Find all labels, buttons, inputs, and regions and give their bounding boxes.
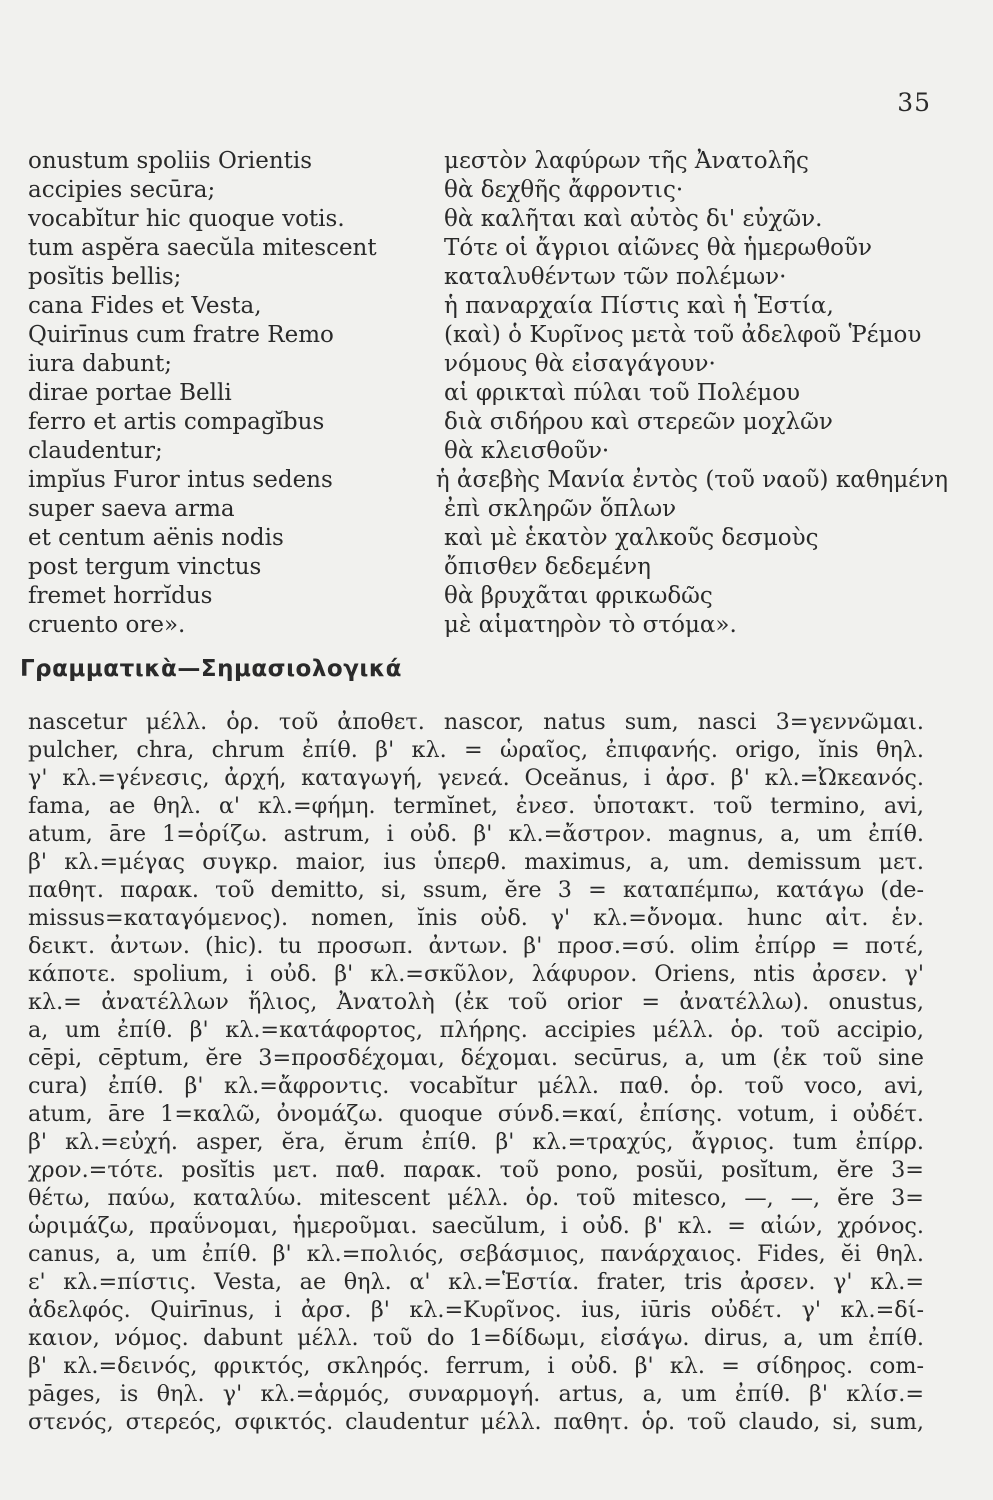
notes-line: canus, a, um ἐπίθ. β' κλ.=πολιός, σεβάσμιος, πανάρχαιος. Fides, ĕi θηλ. xyxy=(28,1241,924,1267)
greek-translation: (καὶ) ὁ Κυρῖνος μετὰ τοῦ ἀδελφοῦ Ῥέμου xyxy=(444,321,922,348)
greek-translation: καὶ μὲ ἑκατὸν χαλκοῦς δεσμοὺς xyxy=(444,524,819,551)
greek-translation: ἐπὶ σκληρῶν ὅπλων xyxy=(444,495,677,522)
notes-line: β' κλ.=μέγας συγκρ. maior, ius ὑπερθ. maximus, a, um. demissum μετ. xyxy=(28,849,924,875)
latin-verse: posĭtis bellis; xyxy=(28,263,182,290)
notes-line: χρον.=τότε. posĭtis μετ. παθ. παρακ. τοῦ pono, posŭi, posĭtum, ĕre 3= xyxy=(28,1157,924,1183)
notes-line: ὡριμάζω, πραΰνομαι, ἡμεροῦμαι. saecŭlum, i οὐδ. β' κλ. = αἰών, χρόνος. xyxy=(28,1213,924,1239)
latin-verse: fremet horrĭdus xyxy=(28,582,213,609)
verse-line xyxy=(28,436,948,465)
verse-line xyxy=(28,465,948,494)
notes-line: pulcher, chra, chrum ἐπίθ. β' κλ. = ὡραῖος, ἐπιφανής. origo, ĭnis θηλ. xyxy=(28,737,924,763)
grammar-notes xyxy=(28,708,924,1436)
latin-verse: claudentur; xyxy=(28,437,163,464)
verse-line xyxy=(28,175,948,204)
notes-line: γ' κλ.=γένεσις, ἀρχή, καταγωγή, γενεά. Oceănus, i ἀρσ. β' κλ.=Ὠκεανός. xyxy=(28,765,924,791)
verse-line xyxy=(28,233,948,262)
latin-verse: tum aspĕra saecŭla mitescent xyxy=(28,234,377,261)
notes-line: κλ.= ἀνατέλλων ἥλιος, Ἀνατολὴ (ἐκ τοῦ orior = ἀνατέλλω). onustus, xyxy=(28,989,924,1015)
greek-translation: μὲ αἱματηρὸν τὸ στόμα». xyxy=(444,611,737,638)
verse-line xyxy=(28,262,948,291)
latin-verse: impĭus Furor intus sedens xyxy=(28,466,333,493)
notes-line: στενός, στερεός, σφικτός. claudentur μέλλ. παθητ. ὁρ. τοῦ claudo, si, sum, xyxy=(28,1409,924,1435)
notes-line: cura) ἐπίθ. β' κλ.=ἄφροντις. vocabĭtur μέλλ. παθ. ὁρ. τοῦ voco, avi, xyxy=(28,1073,924,1099)
verse-line xyxy=(28,378,948,407)
latin-verse: Quirīnus cum fratre Remo xyxy=(28,321,334,348)
latin-verse: iura dabunt; xyxy=(28,350,172,377)
notes-line: fama, ae θηλ. α' κλ.=φήμη. termĭnet, ἐνεσ. ὑποτακτ. τοῦ termino, avi, xyxy=(28,793,924,819)
verse-line xyxy=(28,204,948,233)
latin-verse: dirae portae Belli xyxy=(28,379,232,406)
verse-line xyxy=(28,610,948,639)
verse-line xyxy=(28,523,948,552)
greek-translation: ἡ ἀσεβὴς Μανία ἐντὸς (τοῦ ναοῦ) καθημένη xyxy=(435,466,948,493)
latin-verse: onustum spoliis Orientis xyxy=(28,147,313,174)
verse-line xyxy=(28,349,948,378)
notes-line: a, um ἐπίθ. β' κλ.=κατάφορτος, πλήρης. accipies μέλλ. ὁρ. τοῦ accipio, xyxy=(28,1017,924,1043)
greek-translation: θὰ κλεισθοῦν· xyxy=(444,437,610,464)
greek-translation: διὰ σιδήρου καὶ στερεῶν μοχλῶν xyxy=(444,408,833,435)
notes-line: cēpi, cēptum, ĕre 3=προσδέχομαι, δέχομαι. secūrus, a, um (ἐκ τοῦ sine xyxy=(28,1045,924,1071)
verse-line xyxy=(28,291,948,320)
parallel-verse-translation xyxy=(28,146,948,639)
notes-line: κάποτε. spolium, i οὐδ. β' κλ.=σκῦλον, λάφυρον. Oriens, ntis ἀρσεν. γ' xyxy=(28,961,924,987)
greek-translation: θὰ βρυχᾶται φρικωδῶς xyxy=(444,582,713,609)
greek-translation: μεστὸν λαφύρων τῆς Ἀνατολῆς xyxy=(444,147,809,174)
section-heading: Γραμματικὰ—Σημασιολογικά xyxy=(20,656,402,682)
latin-verse: cana Fides et Vesta, xyxy=(28,292,262,319)
notes-line: ε' κλ.=πίστις. Vesta, ae θηλ. α' κλ.=Ἑστία. frater, tris ἀρσεν. γ' κλ.= xyxy=(28,1269,924,1295)
notes-line: atum, āre 1=καλῶ, ὀνομάζω. quoque σύνδ.=καί, ἐπίσης. votum, i οὐδέτ. xyxy=(28,1101,924,1127)
notes-line: missus=καταγόμενος). nomen, ĭnis οὐδ. γ' κλ.=ὄνομα. hunc αἰτ. ἑν. xyxy=(28,905,924,931)
page-number: 35 xyxy=(897,88,931,117)
latin-verse: cruento ore». xyxy=(28,611,186,638)
greek-translation: νόμους θὰ εἰσαγάγουν· xyxy=(444,350,716,377)
latin-verse: post tergum vinctus xyxy=(28,553,262,580)
notes-line: nascetur μέλλ. ὁρ. τοῦ ἀποθετ. nascor, natus sum, nasci 3=γεννῶμαι. xyxy=(28,709,924,735)
greek-translation: ὄπισθεν δεδεμένη xyxy=(444,553,651,580)
notes-line: θέτω, παύω, καταλύω. mitescent μέλλ. ὁρ. τοῦ mitesco, —, —, ĕre 3= xyxy=(28,1185,924,1211)
notes-line: atum, āre 1=ὁρίζω. astrum, i οὐδ. β' κλ.=ἄστρον. magnus, a, um ἐπίθ. xyxy=(28,821,924,847)
verse-line xyxy=(28,581,948,610)
greek-translation: Τότε οἱ ἄγριοι αἰῶνες θὰ ἡμερωθοῦν xyxy=(444,234,872,261)
latin-verse: vocabĭtur hic quoque votis. xyxy=(28,205,345,232)
latin-verse: accipies secūra; xyxy=(28,176,216,203)
verse-line xyxy=(28,146,948,175)
latin-verse: et centum aënis nodis xyxy=(28,524,284,551)
verse-line xyxy=(28,320,948,349)
greek-translation: θὰ δεχθῆς ἄφροντις· xyxy=(444,176,684,203)
greek-translation: θὰ καλῆται καὶ αὐτὸς δι' εὐχῶν. xyxy=(444,205,823,232)
notes-line: pāges, is θηλ. γ' κλ.=ἁρμός, συναρμογή. artus, a, um ἐπίθ. β' κλίσ.= xyxy=(28,1381,924,1407)
notes-line: β' κλ.=δεινός, φρικτός, σκληρός. ferrum, i οὐδ. β' κλ. = σίδηρος. com- xyxy=(28,1353,924,1379)
latin-verse: super saeva arma xyxy=(28,495,235,522)
verse-line xyxy=(28,407,948,436)
latin-verse: ferro et artis compagĭbus xyxy=(28,408,325,435)
notes-line: καιον, νόμος. dabunt μέλλ. τοῦ do 1=δίδωμι, εἰσάγω. dirus, a, um ἐπίθ. xyxy=(28,1325,924,1351)
verse-line xyxy=(28,494,948,523)
greek-translation: καταλυθέντων τῶν πολέμων· xyxy=(444,263,787,290)
notes-line: ἀδελφός. Quirīnus, i ἀρσ. β' κλ.=Κυρῖνος. ius, iūris οὐδέτ. γ' κλ.=δί- xyxy=(28,1297,924,1323)
notes-line: δεικτ. ἀντων. (hic). tu προσωπ. ἀντων. β' προσ.=σύ. olim ἐπίρρ = ποτέ, xyxy=(28,933,924,959)
greek-translation: αἱ φρικταὶ πύλαι τοῦ Πολέμου xyxy=(444,379,801,406)
verse-line xyxy=(28,552,948,581)
notes-line: β' κλ.=εὐχή. asper, ĕra, ĕrum ἐπίθ. β' κλ.=τραχύς, ἄγριος. tum ἐπίρρ. xyxy=(28,1129,924,1155)
greek-translation: ἡ παναρχαία Πίστις καὶ ἡ Ἑστία, xyxy=(444,292,834,319)
notes-line: παθητ. παρακ. τοῦ demitto, si, ssum, ĕre 3 = καταπέμπω, κατάγω (de- xyxy=(28,877,924,903)
